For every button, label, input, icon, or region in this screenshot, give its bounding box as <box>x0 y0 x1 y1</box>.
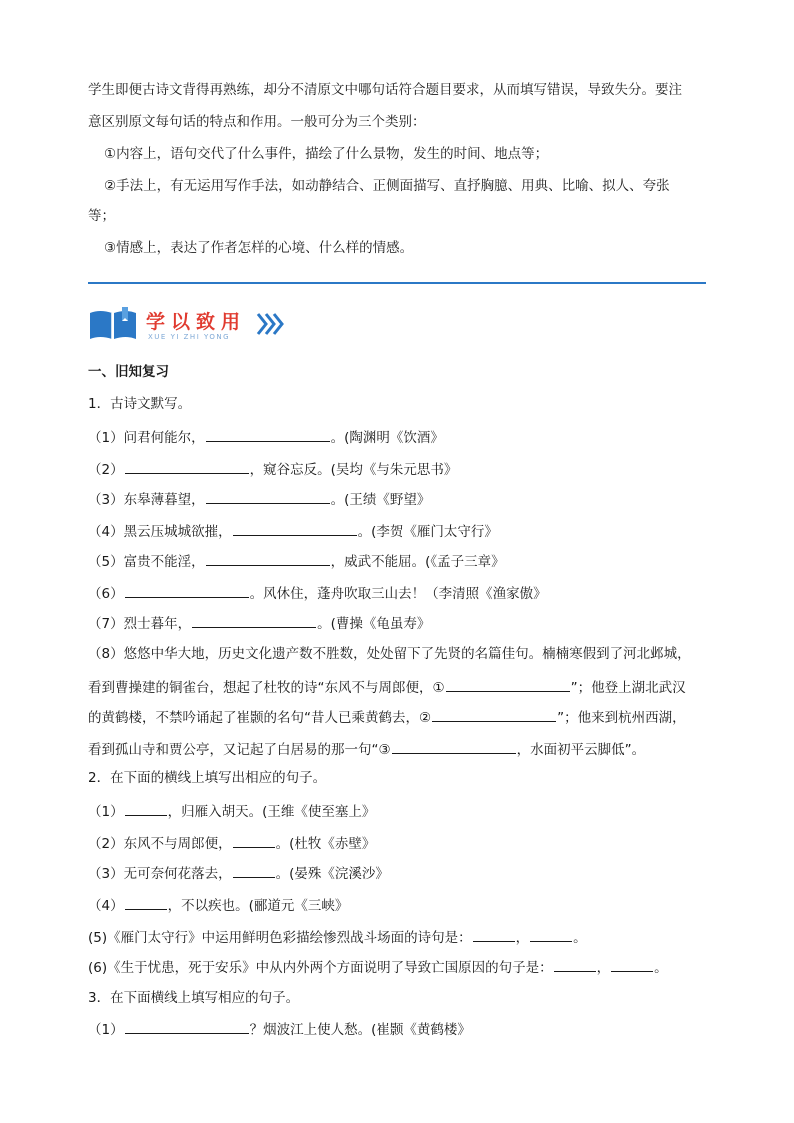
q1-item-text: （7）烈士暮年， <box>88 616 192 632</box>
question-1-title: 1．古诗文默写。 <box>88 396 192 412</box>
q1-item-source: ，威武不能屈。(《孟子三章》 <box>330 554 505 570</box>
q1-item-source: 。(陶渊明《饮酒》 <box>330 430 444 446</box>
q2-item-source: 。(晏殊《浣溪沙》 <box>275 866 389 882</box>
q2-item-2 <box>88 832 375 854</box>
q1-item-text: ”；他登上湖北武汉 <box>570 680 686 696</box>
answer-blank[interactable] <box>530 926 572 942</box>
section-heading: 一、旧知复习 <box>88 364 169 380</box>
q1-item-text: （3）东皋薄暮望， <box>88 492 205 508</box>
q2-item-text: (5)《雁门太守行》中运用鲜明色彩描绘惨烈战斗场面的诗句是： <box>88 930 472 946</box>
answer-blank[interactable] <box>432 706 556 722</box>
q2-item-4 <box>88 894 348 916</box>
q2-item-source: ，归雁入胡天。(王维《使至塞上》 <box>167 804 376 820</box>
answer-blank[interactable] <box>233 832 275 848</box>
q2-item-sep: ， <box>596 960 611 976</box>
section-banner <box>88 305 288 345</box>
q1-item-text: 看到孤山寺和贾公亭，又记起了白居易的那一句“③ <box>88 742 391 758</box>
q2-item-text: (6)《生于忧患，死于安乐》中从内外两个方面说明了导致亡国原因的句子是： <box>88 960 553 976</box>
q2-item-5 <box>88 926 587 948</box>
q1-item-text: ，水面初平云脚低”。 <box>516 742 646 758</box>
book-icon <box>88 307 138 341</box>
answer-blank[interactable] <box>125 1018 249 1034</box>
answer-blank[interactable] <box>125 800 167 816</box>
q1-item-8-line-3 <box>88 706 686 728</box>
q2-item-3 <box>88 862 389 884</box>
answer-blank[interactable] <box>206 550 330 566</box>
answer-blank[interactable] <box>473 926 515 942</box>
q2-item-6 <box>88 956 668 978</box>
answer-blank[interactable] <box>192 612 316 628</box>
q2-item-source: 。(杜牧《赤壁》 <box>275 836 376 852</box>
answer-blank[interactable] <box>125 582 249 598</box>
answer-blank[interactable] <box>392 738 516 754</box>
chevrons-right-icon <box>256 312 286 336</box>
q1-item-5 <box>88 550 505 572</box>
answer-blank[interactable] <box>125 458 249 474</box>
q1-item-text: （5）富贵不能淫， <box>88 554 205 570</box>
q1-item-text: （4）黑云压城城欲摧， <box>88 524 232 540</box>
q1-item-1 <box>88 426 444 448</box>
q3-item-source: ？烟波江上使人愁。(崔颢《黄鹤楼》 <box>249 1022 471 1038</box>
q1-item-source: 。(李贺《雁门太守行》 <box>357 524 498 540</box>
section-divider <box>88 282 706 284</box>
answer-blank[interactable] <box>206 426 330 442</box>
q1-item-7 <box>88 612 430 634</box>
q2-item-text: （1） <box>88 804 124 820</box>
q2-item-sep: ， <box>515 930 530 946</box>
q1-item-source: ，窥谷忘反。(吴均《与朱元思书》 <box>249 462 458 478</box>
q1-item-text: （2） <box>88 462 124 478</box>
question-2-title: 2．在下面的横线上填写出相应的句子。 <box>88 770 327 786</box>
banner-subtitle: XUE YI ZHI YONG <box>148 333 231 341</box>
q1-item-source: 。(曹操《龟虽寿》 <box>317 616 431 632</box>
q1-item-8-line-2 <box>88 676 686 698</box>
answer-blank[interactable] <box>206 488 330 504</box>
banner-title: 学以致用 <box>146 311 247 333</box>
q1-item-4 <box>88 520 498 542</box>
answer-blank[interactable] <box>611 956 653 972</box>
intro-line-1: 学生即便古诗文背得再熟练，却分不清原文中哪句话符合题目要求，从而填写错误，导致失分。要注 <box>88 82 682 98</box>
q1-item-8-line-1: （8）悠悠中华大地，历史文化遗产数不胜数，处处留下了先贤的名篇佳句。楠楠寒假到了河北邺城， <box>88 646 691 662</box>
q2-item-text: （3）无可奈何花落去， <box>88 866 232 882</box>
category-technique: ②手法上，有无运用写作手法，如动静结合、正侧面描写、直抒胸臆、用典、比喻、拟人、夸张 <box>104 178 670 194</box>
answer-blank[interactable] <box>233 520 357 536</box>
answer-blank[interactable] <box>446 676 570 692</box>
answer-blank[interactable] <box>233 862 275 878</box>
category-content: ①内容上，语句交代了什么事件，描绘了什么景物，发生的时间、地点等； <box>104 146 549 162</box>
q1-item-text: ”；他来到杭州西湖， <box>557 710 686 726</box>
q1-item-6 <box>88 582 547 604</box>
q3-item-1 <box>88 1018 471 1040</box>
q2-item-end: 。 <box>573 930 587 946</box>
q1-item-text: 的黄鹤楼，不禁吟诵起了崔颢的名句“昔人已乘黄鹤去，② <box>88 710 432 726</box>
category-emotion: ③情感上，表达了作者怎样的心境、什么样的情感。 <box>104 240 414 256</box>
category-technique-cont: 等； <box>88 208 115 224</box>
answer-blank[interactable] <box>125 894 167 910</box>
q1-item-text: 看到曹操建的铜雀台，想起了杜牧的诗“东风不与周郎便，① <box>88 680 445 696</box>
q2-item-text: （4） <box>88 898 124 914</box>
q1-item-text: （1）问君何能尔， <box>88 430 205 446</box>
q2-item-end: 。 <box>654 960 668 976</box>
q1-item-source: 。(王绩《野望》 <box>330 492 431 508</box>
q1-item-source: 。风休住，蓬舟吹取三山去！（李清照《渔家傲》 <box>249 586 547 602</box>
intro-line-2: 意区别原文每句话的特点和作用。一般可分为三个类别： <box>88 114 426 130</box>
q2-item-text: （2）东风不与周郎便， <box>88 836 232 852</box>
q1-item-text: （6） <box>88 586 124 602</box>
question-3-title: 3．在下面横线上填写相应的句子。 <box>88 990 300 1006</box>
q1-item-8-line-4 <box>88 738 645 760</box>
q3-item-text: （1） <box>88 1022 124 1038</box>
q2-item-source: ，不以疾也。(郦道元《三峡》 <box>167 898 349 914</box>
q1-item-2 <box>88 458 457 480</box>
q2-item-1 <box>88 800 375 822</box>
q1-item-3 <box>88 488 430 510</box>
answer-blank[interactable] <box>554 956 596 972</box>
